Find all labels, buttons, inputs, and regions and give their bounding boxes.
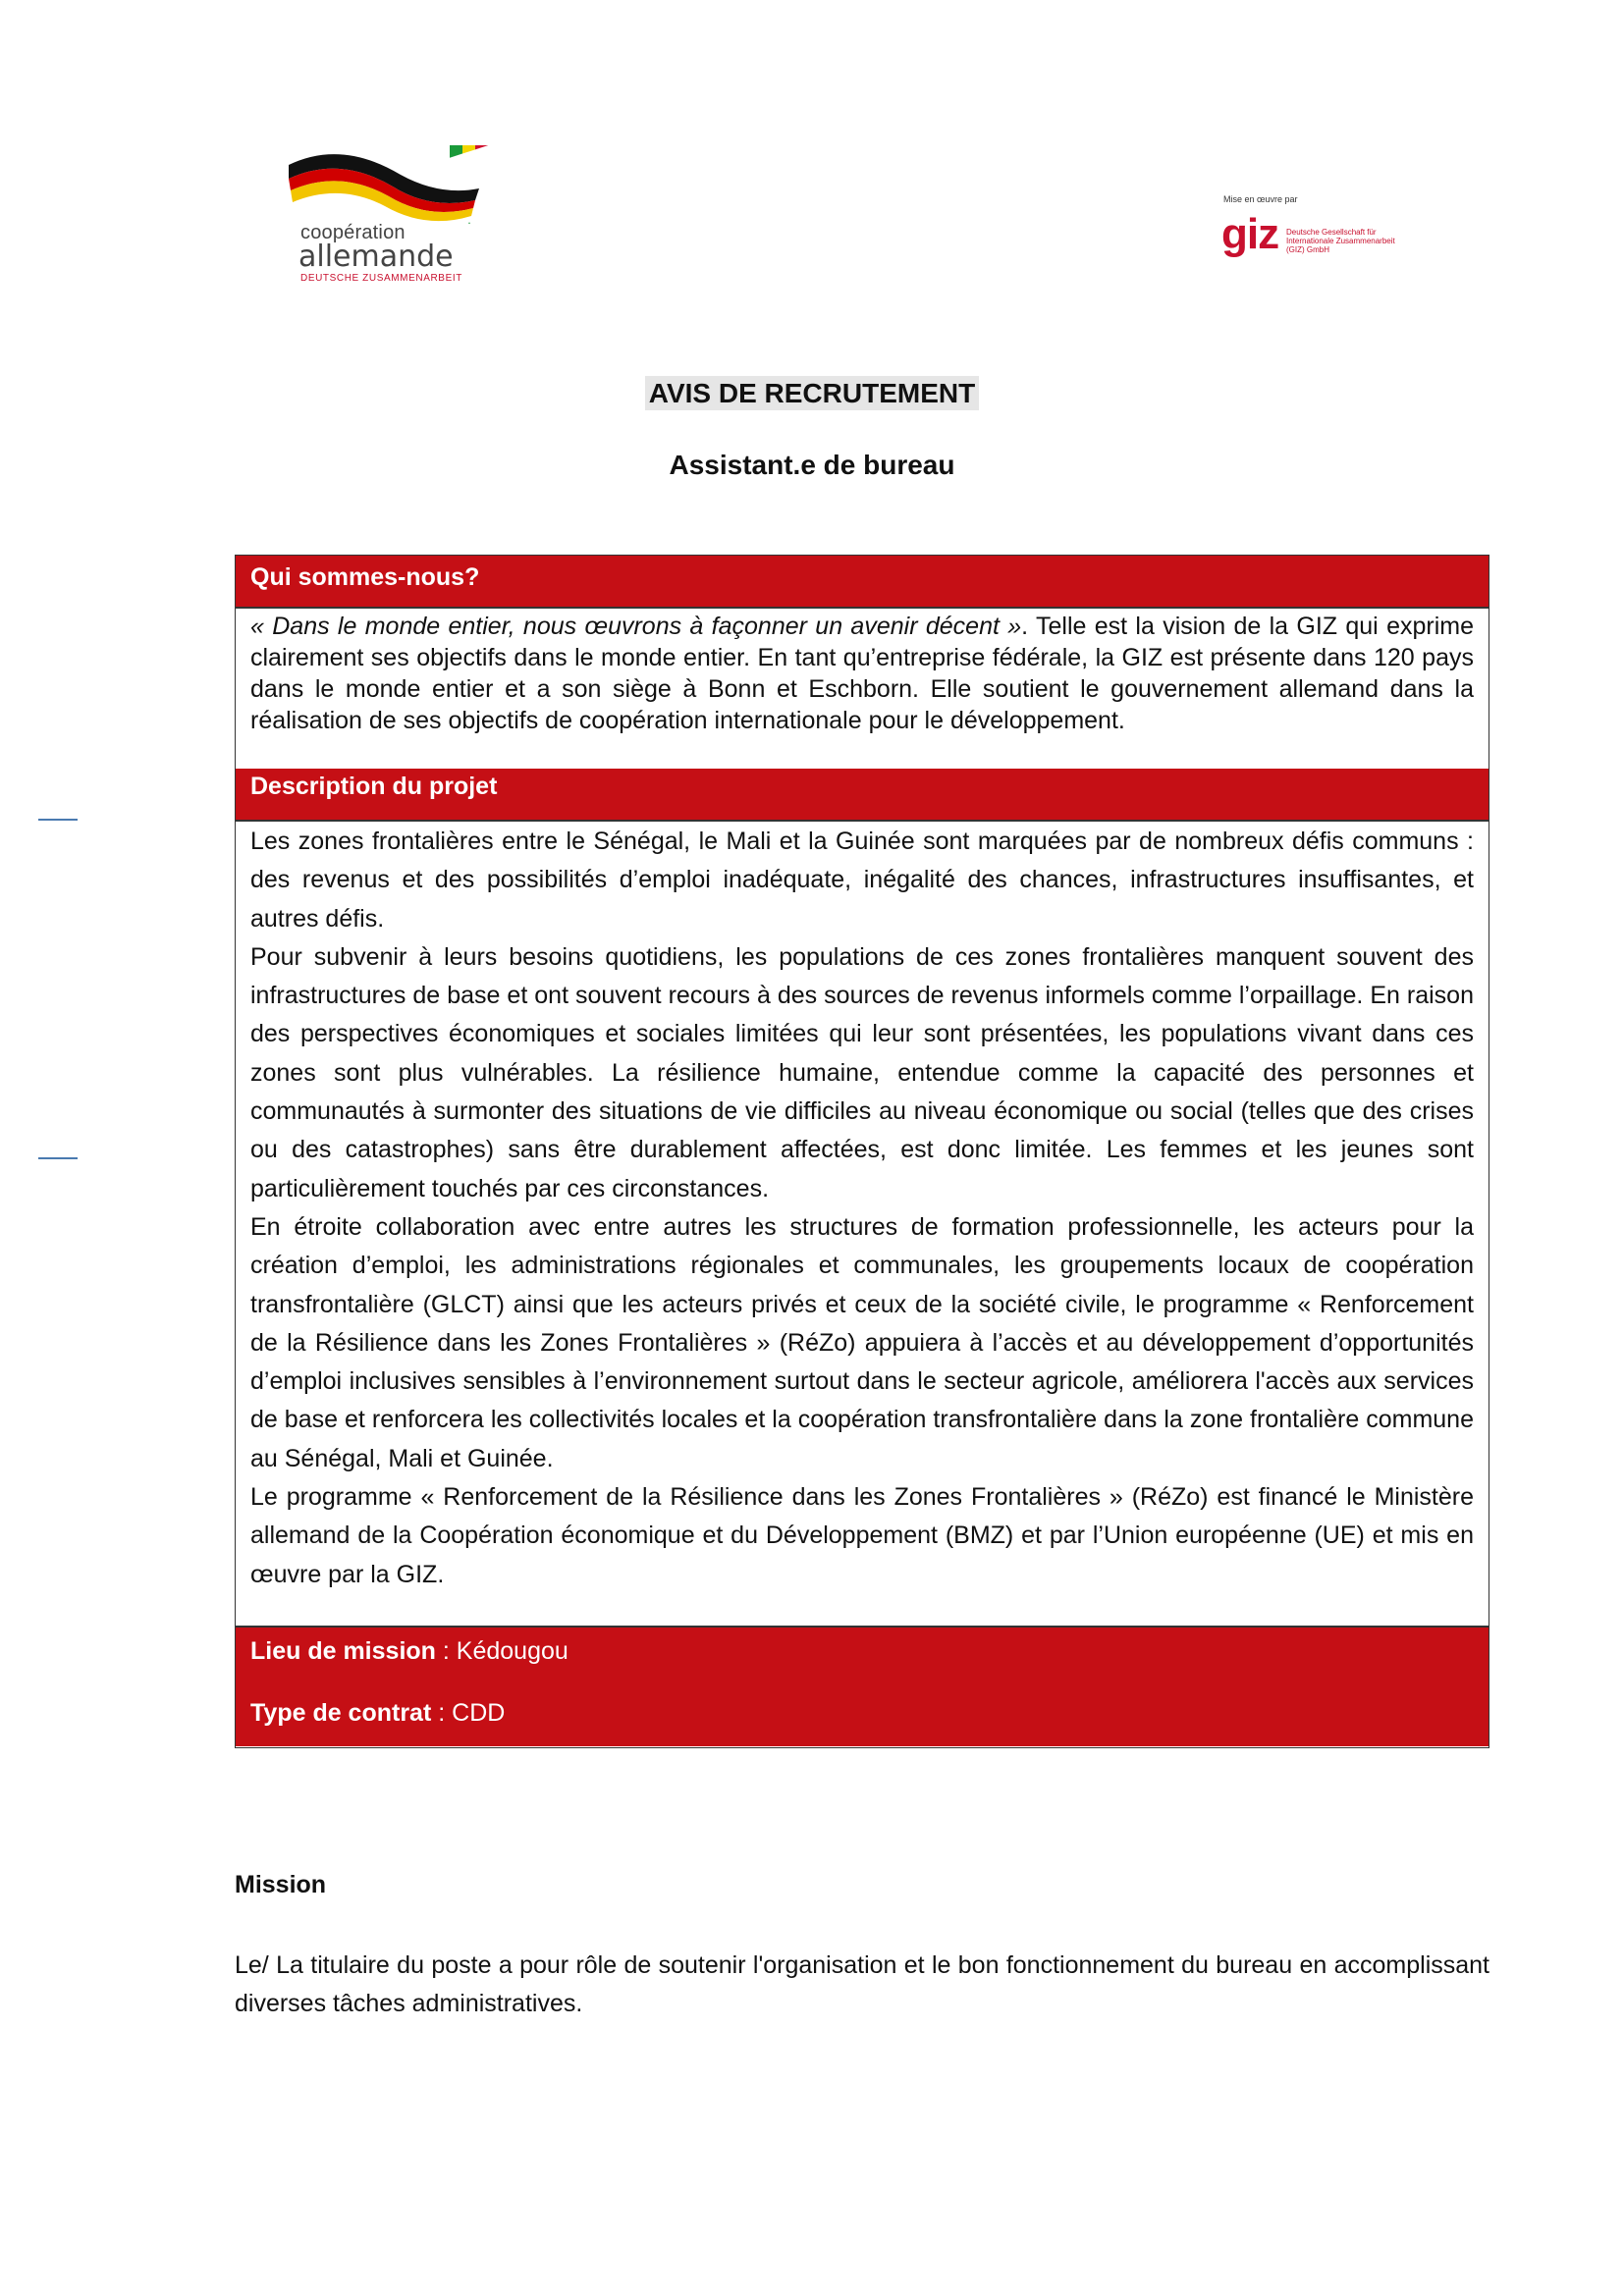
- desc-paragraph: Le programme « Renforcement de la Résilience dans les Zones Frontalières » (RéZo) est financé le Ministère allemand de la Coopération économique et du Développement (BMZ) et par l’Union européenne (UE) et mis en œuvre par la GIZ.: [250, 1483, 1474, 1588]
- who-quote: « Dans le monde entier, nous œuvrons à façonner un avenir décent »: [250, 613, 1022, 640]
- logo-text-deutsche-zusammenarbeit: DEUTSCHE ZUSAMMENARBEIT: [300, 273, 462, 284]
- who-text: . Telle est la vision de la GIZ qui exprime clairement ses objectifs dans le monde entier. En tant qu’entreprise fédérale, la GIZ est présente dans 120 pays dans le monde entier et a son siège à Bonn et Eschborn. Elle soutient le gouvernement allemand dans la réalisation de ses objectifs de coopération internationale pour le développement.: [250, 613, 1474, 734]
- logo-text-cooperation: coopération: [300, 222, 406, 243]
- giz-wordmark: giz: [1221, 210, 1279, 258]
- flag-ribbon-icon: [283, 145, 528, 224]
- who-heading-row: [236, 556, 1489, 607]
- desc-paragraph: Les zones frontalières entre le Sénégal, le Mali et la Guinée sont marquées par de nombreux défis communs : des revenus et des possibilités d’emploi inadéquate, inégalité des chances, infrastructures insuffisantes, et autres défis.: [250, 828, 1474, 933]
- margin-mark: [38, 819, 78, 821]
- who-heading: Qui sommes-nous?: [250, 563, 480, 591]
- desc-paragraph: Pour subvenir à leurs besoins quotidiens, les populations de ces zones frontalières manquent souvent des infrastructures de base et ont souvent recours à des sources de revenus informels comme l’orpaillage. En raison des perspectives économiques et sociales limitées qui leur sont présentées, les populations vivant dans ces zones sont plus vulnérables. La résilience humaine, entendue comme la capacité des personnes et communautés à surmonter des situations de vie difficiles au niveau économique ou social (telles que des crises ou des catastrophes) sans être durablement affectées, est donc limitée. Les femmes et les jeunes sont particulièrement touchés par ces circonstances.: [250, 942, 1474, 1202]
- contract-row: [236, 1689, 1489, 1746]
- mission-heading: Mission: [235, 1871, 327, 1898]
- cooperation-allemande-logo: [283, 145, 528, 288]
- job-title: Assistant.e de bureau: [669, 450, 955, 480]
- logo-text-allemande: allemande: [298, 240, 454, 274]
- margin-mark: [38, 1157, 78, 1159]
- info-table: [235, 555, 1489, 1748]
- desc-heading-row: [236, 769, 1489, 820]
- divider: [236, 607, 1489, 609]
- mission-text: Le/ La titulaire du poste a pour rôle de soutenir l'organisation et le bon fonctionnement du bureau en accomplissant diverses tâches administratives.: [235, 1951, 1489, 2017]
- desc-text-cell: [250, 823, 1474, 1594]
- contract-label: Type de contrat: [250, 1699, 432, 1727]
- divider: [236, 820, 1489, 822]
- desc-paragraph: En étroite collaboration avec entre autres les structures de formation professionnelle, les acteurs pour la création d’emploi, les administrations régionales et communales, les groupements locaux de coopération transfrontalière (GLCT) ainsi que les acteurs privés et ceux de la société civile, le programme « Renforcement de la Résilience dans les Zones Frontalières » (RéZo) appuiera à l’accès et au développement d’opportunités d’emploi inclusives sensibles à l’environnement surtout dans le secteur agricole, améliorera l'accès aux services de base et renforcera les collectivités locales et la coopération transfrontalière dans la zone frontalière commune au Sénégal, Mali et Guinée.: [250, 1212, 1474, 1472]
- page-title: AVIS DE RECRUTEMENT: [0, 378, 1624, 409]
- location-row: [236, 1628, 1489, 1689]
- contract-value: : CDD: [431, 1699, 506, 1727]
- desc-heading: Description du projet: [250, 773, 498, 800]
- location-label: Lieu de mission: [250, 1637, 436, 1665]
- location-value: : Kédougou: [435, 1637, 568, 1665]
- who-text-cell: [250, 611, 1474, 736]
- giz-tagline: Mise en œuvre par: [1223, 194, 1298, 204]
- giz-logo: [1221, 194, 1408, 268]
- giz-fullname: Deutsche Gesellschaft für Internationale Zusammenarbeit (GIZ) GmbH: [1286, 228, 1395, 254]
